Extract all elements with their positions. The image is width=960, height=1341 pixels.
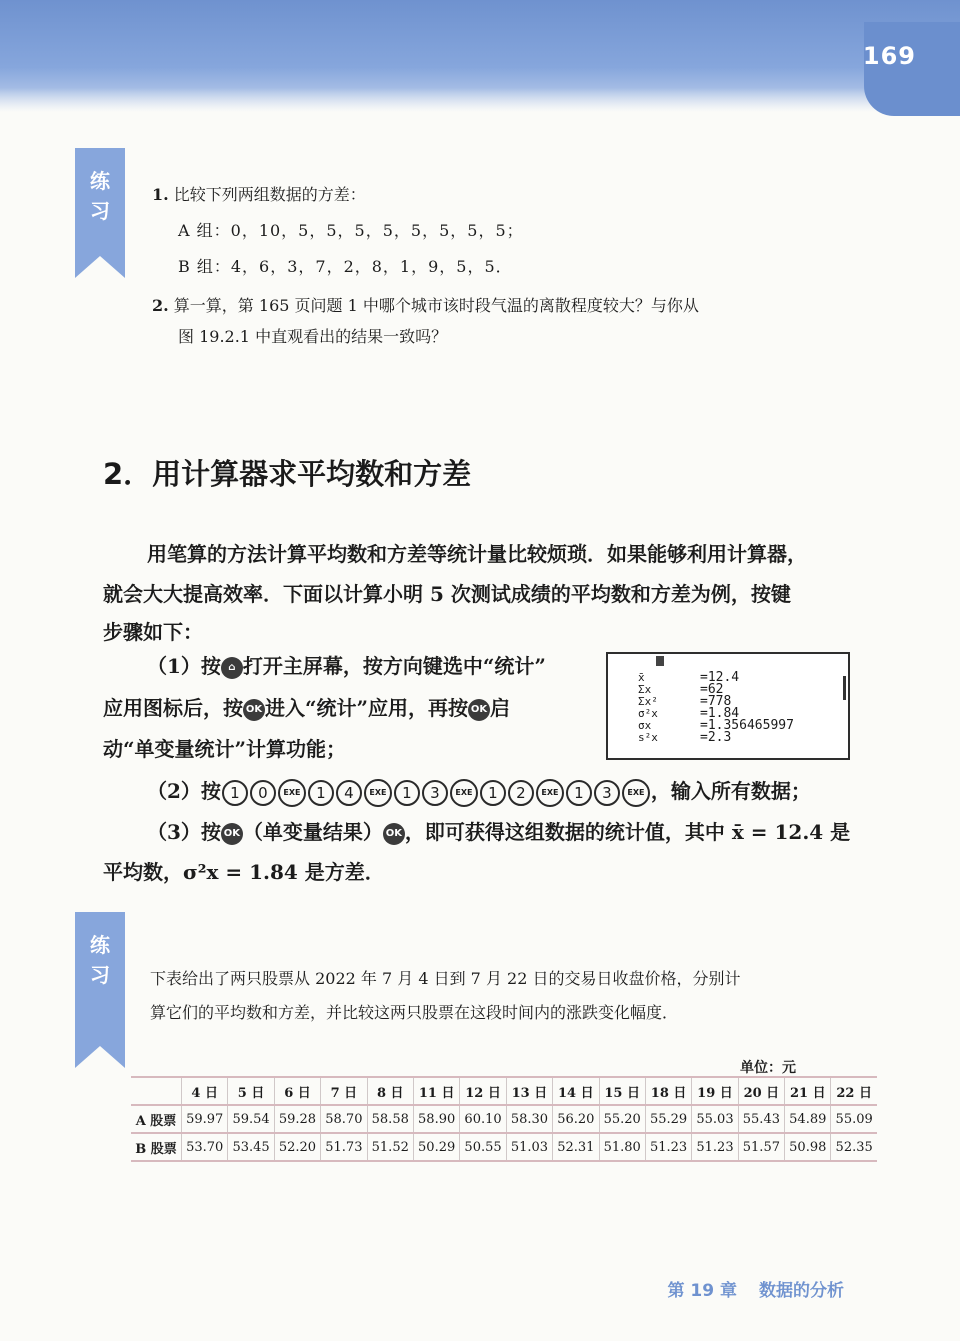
table-row <box>131 1105 877 1133</box>
table-cell: 51.73 <box>321 1133 367 1161</box>
screen-value: =1.356465997 <box>700 718 794 733</box>
table-cell: 58.70 <box>321 1105 367 1133</box>
table-cell: 52.35 <box>831 1133 877 1161</box>
question-number: 1. <box>152 185 169 204</box>
column-header: 13 日 <box>506 1077 552 1105</box>
table-cell: 52.31 <box>553 1133 599 1161</box>
table-cell: 50.29 <box>413 1133 459 1161</box>
digit-key-icon: 1 <box>566 780 592 806</box>
table-cell: 54.89 <box>785 1105 831 1133</box>
table-row <box>131 1133 877 1161</box>
screen-value: =1.84 <box>700 706 740 721</box>
screen-symbol: Σx <box>638 683 652 696</box>
digit-key-icon: 1 <box>222 780 248 806</box>
section-title: 2．用计算器求平均数和方差 <box>103 457 472 491</box>
table-cell: 59.28 <box>274 1105 320 1133</box>
table-cell: 55.03 <box>692 1105 738 1133</box>
screen-symbol: x̄ <box>638 671 645 684</box>
column-header: 18 日 <box>645 1077 691 1105</box>
table-cell: 53.45 <box>228 1133 274 1161</box>
column-header: 22 日 <box>831 1077 877 1105</box>
table-cell: 59.97 <box>182 1105 228 1133</box>
group-b-data: B 组：4，6，3，7，2，8，1，9，5，5． <box>178 257 513 276</box>
column-header: 15 日 <box>599 1077 645 1105</box>
digit-key-icon: 3 <box>422 780 448 806</box>
intro-line-3: 步骤如下： <box>103 620 203 644</box>
header-band <box>0 0 960 112</box>
column-header: 19 日 <box>692 1077 738 1105</box>
table-cell: 53.70 <box>182 1133 228 1161</box>
ribbon-char: 练 <box>90 169 110 193</box>
screen-symbol: σx <box>638 719 652 732</box>
table-cell: 58.90 <box>413 1105 459 1133</box>
table-cell: 55.29 <box>645 1105 691 1133</box>
chapter-number: 第 19 章 <box>667 1281 737 1301</box>
exe-key-icon: EXE <box>364 779 392 807</box>
table-cell: 51.52 <box>367 1133 413 1161</box>
column-header: 8 日 <box>367 1077 413 1105</box>
step-text: （1）按 <box>147 654 221 678</box>
step-2 <box>147 777 811 807</box>
table-header-row <box>131 1077 877 1105</box>
digit-key-icon: 1 <box>308 780 334 806</box>
intro-line-1: 用笔算的方法计算平均数和方差等统计量比较烦琐．如果能够利用计算器， <box>147 542 807 566</box>
exe-key-icon: EXE <box>622 779 650 807</box>
step-1-line-2 <box>103 694 510 722</box>
step-3-line-1 <box>147 818 850 846</box>
table-cell: 60.10 <box>460 1105 506 1133</box>
ribbon-char: 练 <box>90 933 110 957</box>
column-header: 11 日 <box>413 1077 459 1105</box>
step-text: 启 <box>490 696 511 720</box>
column-header: 21 日 <box>785 1077 831 1105</box>
column-header: 14 日 <box>553 1077 599 1105</box>
digit-key-icon: 3 <box>594 780 620 806</box>
digit-key-icon: 0 <box>250 780 276 806</box>
table-cell: 51.03 <box>506 1133 552 1161</box>
step-text: 进入“统计”应用，再按 <box>265 696 469 720</box>
table-cell: 51.57 <box>738 1133 784 1161</box>
digit-key-icon: 2 <box>508 780 534 806</box>
screen-value: =62 <box>700 682 724 697</box>
exercise-ribbon-1 <box>75 148 125 256</box>
chapter-footer <box>646 1276 845 1301</box>
row-label: A 股票 <box>131 1105 182 1133</box>
page-number: 169 <box>862 42 916 70</box>
exercise1-q2-line2: 图 19.2.1 中直观看出的结果一致吗？ <box>178 327 448 346</box>
step-text: （2）按 <box>147 779 221 803</box>
column-header: 12 日 <box>460 1077 506 1105</box>
table-cell: 59.54 <box>228 1105 274 1133</box>
table-cell: 56.20 <box>553 1105 599 1133</box>
table-cell: 55.43 <box>738 1105 784 1133</box>
step-text: 打开主屏幕，按方向键选中“统计” <box>242 654 546 678</box>
step-text: 应用图标后，按 <box>103 696 243 720</box>
digit-key-icon: 4 <box>336 780 362 806</box>
ribbon-char: 习 <box>90 199 110 223</box>
table-cell: 50.55 <box>460 1133 506 1161</box>
screen-value: =12.4 <box>700 670 740 685</box>
table-cell: 58.58 <box>367 1105 413 1133</box>
step-1-line-1 <box>147 652 546 680</box>
question-text: 比较下列两组数据的方差： <box>173 185 366 204</box>
row-label: B 股票 <box>131 1133 182 1161</box>
ribbon-char: 习 <box>90 963 110 987</box>
ok-key-icon: OK <box>383 823 405 845</box>
column-header: 4 日 <box>182 1077 228 1105</box>
table-corner-cell <box>131 1077 182 1105</box>
screen-symbol: s²x <box>638 731 658 744</box>
step-text: ，输入所有数据； <box>650 779 811 803</box>
ok-key-icon: OK <box>243 699 265 721</box>
exe-key-icon: EXE <box>278 779 306 807</box>
screen-row <box>638 732 731 744</box>
step-text: （3）按 <box>147 820 221 844</box>
calculator-screen <box>606 652 850 760</box>
table-cell: 50.98 <box>785 1133 831 1161</box>
exercise2-line-1: 下表给出了两只股票从 2022 年 7 月 4 日到 7 月 22 日的交易日收盘价格，分别计 <box>150 969 741 988</box>
exercise-ribbon-2 <box>75 912 125 1046</box>
screen-value: =2.3 <box>700 730 732 745</box>
column-header: 7 日 <box>321 1077 367 1105</box>
exercise2-line-2: 算它们的平均数和方差，并比较这两只股票在这段时间内的涨跌变化幅度． <box>150 1003 679 1022</box>
column-header: 20 日 <box>738 1077 784 1105</box>
table-cell: 51.23 <box>692 1133 738 1161</box>
table-cell: 52.20 <box>274 1133 320 1161</box>
table-cell: 51.23 <box>645 1133 691 1161</box>
table-cell: 51.80 <box>599 1133 645 1161</box>
group-a-data: A 组：0，10，5，5，5，5，5，5，5，5； <box>178 221 524 240</box>
intro-line-2: 就会大大提高效率．下面以计算小明 5 次测试成绩的平均数和方差为例，按键 <box>103 582 791 606</box>
exe-key-icon: EXE <box>536 779 564 807</box>
digit-key-icon: 1 <box>480 780 506 806</box>
step-3-line-2: 平均数，σ²x = 1.84 是方差． <box>103 860 385 884</box>
exercise1-q1 <box>152 184 366 206</box>
ok-key-icon: OK <box>221 823 243 845</box>
table-cell: 55.20 <box>599 1105 645 1133</box>
home-key-icon: ⌂ <box>221 657 243 679</box>
stock-price-table <box>131 1076 877 1162</box>
column-header: 5 日 <box>228 1077 274 1105</box>
exe-key-icon: EXE <box>450 779 478 807</box>
digit-key-icon: 1 <box>394 780 420 806</box>
screen-cursor <box>843 676 846 700</box>
table-cell: 58.30 <box>506 1105 552 1133</box>
unit-label: 单位：元 <box>740 1060 796 1076</box>
key-sequence <box>221 779 651 803</box>
screen-row <box>638 672 739 684</box>
screen-menu-icon <box>656 656 664 666</box>
question-text: 算一算，第 165 页问题 1 中哪个城市该时段气温的离散程度较大？与你从 <box>173 296 699 315</box>
screen-symbol: Σx² <box>638 695 658 708</box>
ok-key-icon: OK <box>468 699 490 721</box>
step-text: （单变量结果） <box>242 820 383 844</box>
table-cell: 55.09 <box>831 1105 877 1133</box>
step-text: ，即可获得这组数据的统计值，其中 x̄ = 12.4 是 <box>404 820 851 844</box>
column-header: 6 日 <box>274 1077 320 1105</box>
chapter-title: 数据的分析 <box>759 1281 844 1301</box>
exercise1-q2 <box>152 295 699 317</box>
screen-value: =778 <box>700 694 732 709</box>
question-number: 2. <box>152 296 169 315</box>
step-1-line-3: 动“单变量统计”计算功能； <box>103 737 347 761</box>
screen-symbol: σ²x <box>638 707 658 720</box>
